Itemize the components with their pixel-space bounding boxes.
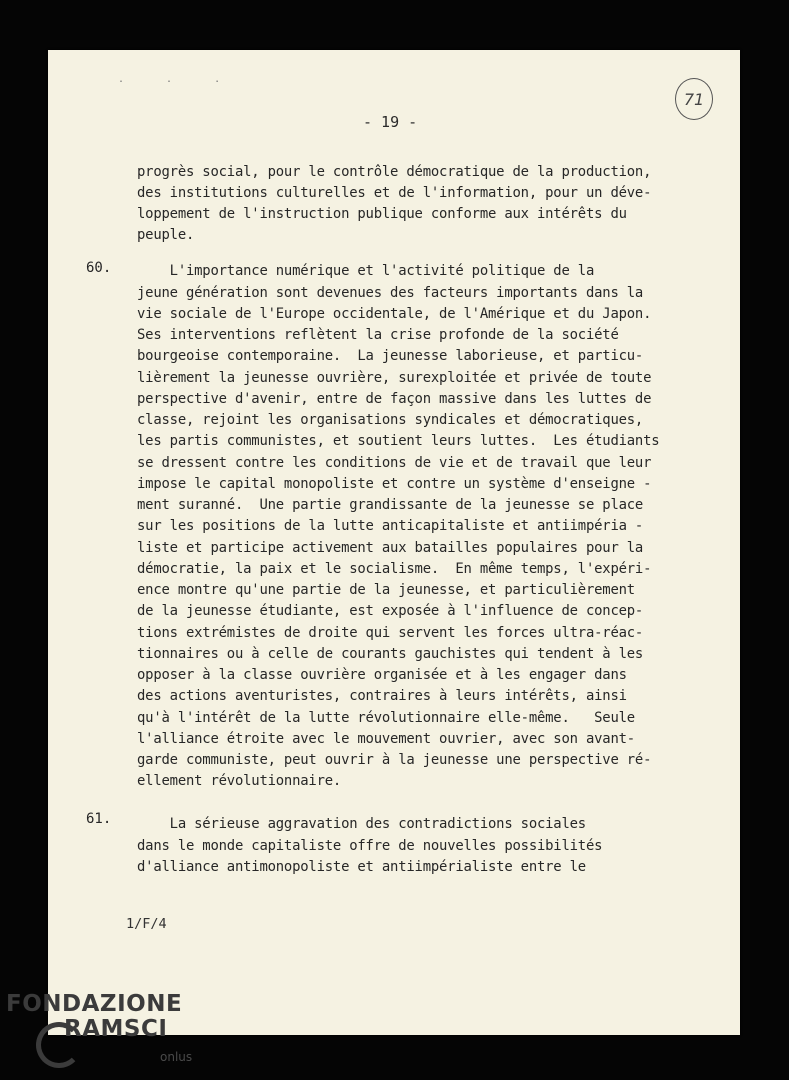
text-line: démocratie, la paix et le socialisme. En même temps, l'expéri- [137,561,652,577]
text-line: classe, rejoint les organisations syndicales et démocratiques, [137,412,644,428]
text-line: peuple. [137,227,195,243]
text-line: perspective d'avenir, entre de façon massive dans les luttes de [137,391,652,407]
text-line: ment suranné. Une partie grandissante de la jeunesse se place [137,497,644,513]
text-line: lièrement la jeunesse ouvrière, surexploitée et privée de toute [137,370,652,386]
text-line: garde communiste, peut ouvrir à la jeunesse une perspective ré- [137,752,652,768]
text-line: qu'à l'intérêt de la lutte révolutionnaire elle-même. Seule [137,710,635,726]
document-page [48,50,740,1035]
text-line: impose le capital monopoliste et contre un système d'enseigne - [137,476,652,492]
text-line: les partis communistes, et soutient leurs luttes. Les étudiants [137,433,660,449]
text-line: L'importance numérique et l'activité politique de la [137,263,595,279]
text-line: sur les positions de la lutte anticapitaliste et antiimpéria - [137,518,644,534]
text-line: bourgeoise contemporaine. La jeunesse laborieuse, et particu- [137,348,644,364]
text-line: La sérieuse aggravation des contradictions sociales [137,816,586,832]
text-line: l'alliance étroite avec le mouvement ouvrier, avec son avant- [137,731,635,747]
text-line: d'alliance antimonopoliste et antiimpérialiste entre le [137,859,586,875]
text-line: tionnaires ou à celle de courants gauchistes qui tendent à les [137,646,644,662]
text-line: ellement révolutionnaire. [137,773,342,789]
archive-stamp: 71 [675,78,713,120]
text-line: progrès social, pour le contrôle démocratique de la production, [137,164,652,180]
watermark-line2: RAMSCI [64,1016,168,1042]
paragraph-number: 60. [86,260,112,276]
text-line: loppement de l'instruction publique conforme aux intérêts du [137,206,627,222]
text-line: des actions aventuristes, contraires à leurs intérêts, ainsi [137,688,627,704]
text-line: tions extrémistes de droite qui servent les forces ultra-réac- [137,625,644,641]
gramsci-logo-icon [36,1022,82,1068]
text-line: liste et participe activement aux batailles populaires pour la [137,540,644,556]
text-line: Ses interventions reflètent la crise profonde de la société [137,327,619,343]
text-line: de la jeunesse étudiante, est exposée à l'influence de concep- [137,603,644,619]
fondazione-watermark [6,992,182,1042]
text-line: dans le monde capitaliste offre de nouvelles possibilités [137,838,603,854]
text-line: se dressent contre les conditions de vie et de travail que leur [137,455,652,471]
text-line: opposer à la classe ouvrière organisée et à les engager dans [137,667,627,683]
document-reference: 1/F/4 [126,916,167,932]
text-line: jeune génération sont devenues des facteurs importants dans la [137,285,644,301]
watermark-line1: FONDAZIONE [6,991,183,1017]
text-line: des institutions culturelles et de l'information, pour un déve- [137,185,652,201]
ink-specks: . . . [118,74,239,85]
text-line: ence montre qu'une partie de la jeunesse, et particulièrement [137,582,635,598]
text-line: vie sociale de l'Europe occidentale, de l'Amérique et du Japon. [137,306,652,322]
page-number: - 19 - [363,113,418,131]
watermark-onlus: onlus [160,1050,193,1064]
paragraph-number: 61. [86,811,112,827]
